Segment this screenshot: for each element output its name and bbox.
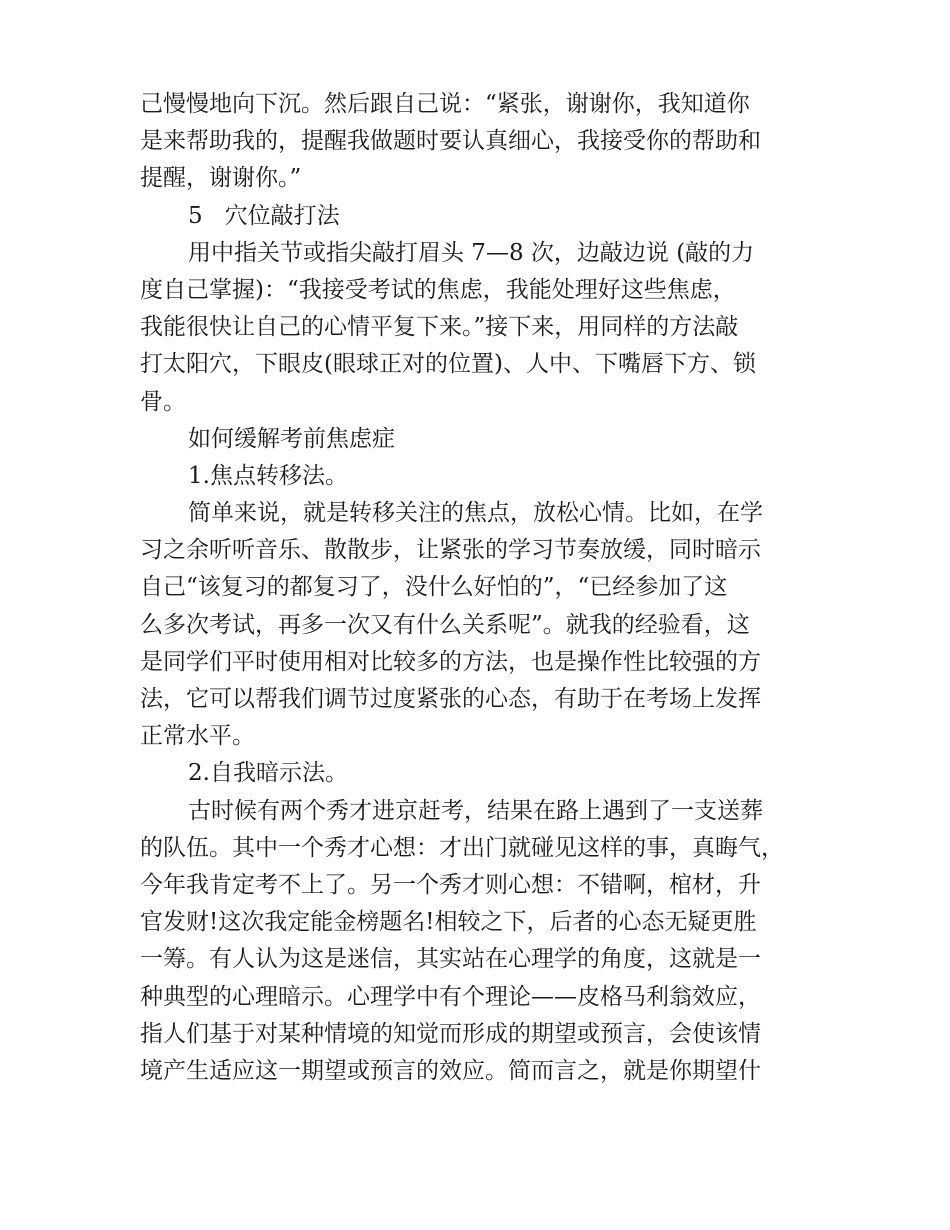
text-line: 5 穴位敲打法	[188, 202, 340, 229]
text-line: 古时候有两个秀才进京赶考，结果在路上遇到了一支送葬	[188, 797, 763, 824]
text-line: 度自己掌握)：“我接受考试的焦虑，我能处理好这些焦虑，	[140, 276, 736, 303]
text-line: 境产生适应这一期望或预言的效应。简而言之，就是你期望什	[140, 1057, 761, 1084]
text-line: 么多次考试，再多一次又有什么关系呢”。就我的经验看，这	[140, 611, 750, 638]
text-line: 习之余听听音乐、散散步，让紧张的学习节奏放缓，同时暗示	[140, 537, 761, 564]
text-line: 一筹。有人认为这是迷信，其实站在心理学的角度，这就是一	[140, 946, 761, 973]
text-line: 己慢慢地向下沉。然后跟自己说：“紧张，谢谢你，我知道你	[140, 91, 750, 117]
text-line: 今年我肯定考不上了。另一个秀才则心想：不错啊，棺材，升	[140, 871, 761, 898]
text-line: 简单来说，就是转移关注的焦点，放松心情。比如，在学	[188, 500, 763, 527]
text-line: 法，它可以帮我们调节过度紧张的心态，有助于在考场上发挥	[140, 686, 761, 712]
text-line: 指人们基于对某种情境的知觉而形成的期望或预言，会使该情	[140, 1020, 761, 1047]
text-line: 骨。	[140, 388, 186, 415]
text-line: 正常水平。	[140, 723, 255, 750]
text-line: 1.焦点转移法。	[188, 462, 348, 489]
text-line: 自己“该复习的都复习了，没什么好怕的”，“已经参加了这	[140, 574, 728, 601]
text-line: 是来帮助我的，提醒我做题时要认真细心，我接受你的帮助和	[140, 128, 761, 155]
text-line: 如何缓解考前焦虑症	[188, 425, 395, 452]
text-line: 打太阳穴，下眼皮(眼球正对的位置)、人中、下嘴唇下方、锁	[140, 351, 756, 378]
document-body	[140, 86, 820, 1090]
text-line: 是同学们平时使用相对比较多的方法，也是操作性比较强的方	[140, 648, 761, 675]
text-line: 官发财!这次我定能金榜题名!相较之下，后者的心态无疑更胜	[140, 909, 757, 936]
text-line: 我能很快让自己的心情平复下来。”接下来，用同样的方法敲	[140, 314, 739, 341]
text-line: 2.自我暗示法。	[188, 760, 348, 787]
text-line: 种典型的心理暗示。心理学中有个理论——皮格马利翁效应，	[140, 983, 761, 1010]
text-line: 提醒，谢谢你。”	[140, 165, 302, 192]
text-line: 用中指关节或指尖敲打眉头 7—8 次，边敲边说 (敲的力	[188, 239, 755, 266]
text-line: 的队伍。其中一个秀才心想：才出门就碰见这样的事，真晦气，	[140, 834, 784, 861]
